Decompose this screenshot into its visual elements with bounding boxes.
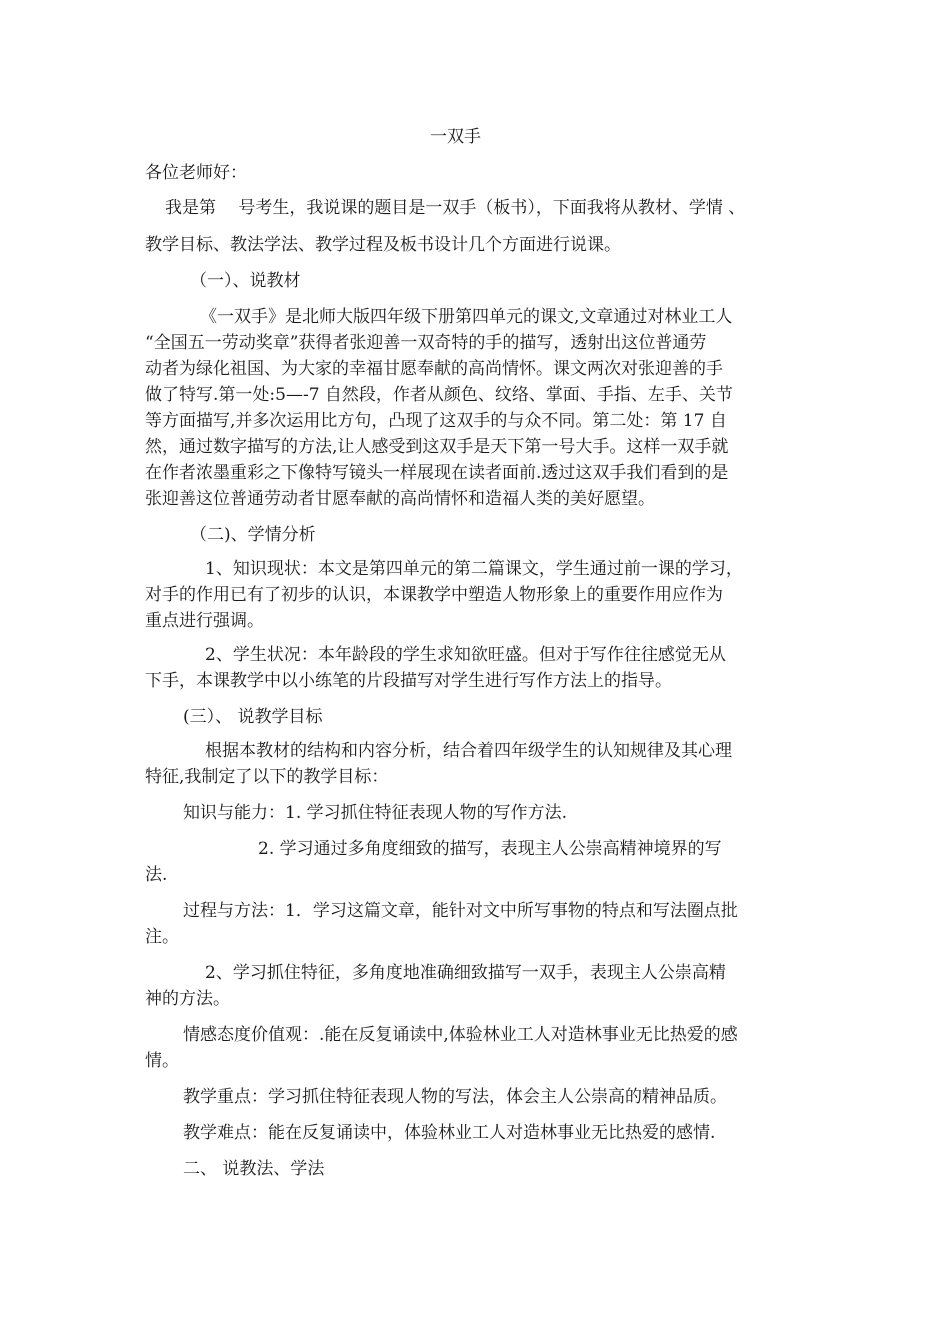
goals-intro-line: 根据本教材的结构和内容分析，结合着四年级学生的认知规律及其心理 xyxy=(205,741,732,761)
textbook-line: 《一双手》是北师大版四年级下册第四单元的课文,文章通过对林业工人 xyxy=(200,307,733,327)
student-analysis-line: 对手的作用已有了初步的认识，本课教学中塑造人物形象上的重要作用应作为 xyxy=(145,585,723,605)
textbook-line: 等方面描写,并多次运用比方句，凸现了这双手的与众不同。第二处：第 17 自 xyxy=(145,411,727,431)
goal-emotion-cont: 情。 xyxy=(145,1051,179,1071)
textbook-line: 在作者浓墨重彩之下像特写镜头一样展现在读者面前.透过这双手我们看到的是 xyxy=(145,463,729,483)
textbook-line: 然，通过数字描写的方法,让人感受到这双手是天下第一号大手。这样一双手就 xyxy=(145,437,729,457)
intro-line-2: 教学目标、教法学法、教学过程及板书设计几个方面进行说课。 xyxy=(145,235,621,255)
textbook-line: 做了特写.第一处:5—-7 自然段，作者从颜色、纹络、掌面、手指、左手、关节 xyxy=(145,385,733,405)
goal-knowledge-1: 知识与能力：1. 学习抓住特征表现人物的写作方法. xyxy=(183,803,568,823)
student-analysis-line: 1、知识现状：本文是第四单元的第二篇课文，学生通过前一课的学习， xyxy=(205,559,743,579)
textbook-line: 动者为绿化祖国、为大家的幸福甘愿奉献的高尚情怀。课文两次对张迎善的手 xyxy=(145,359,723,379)
goal-process-1-cont: 注。 xyxy=(145,927,179,947)
greeting: 各位老师好： xyxy=(145,163,247,183)
document-title: 一双手 xyxy=(430,127,481,147)
student-status-line: 2、学生状况：本年龄段的学生求知欲旺盛。但对于写作往往感觉无从 xyxy=(205,645,726,665)
section-heading-teaching-goals: (三）、 说教学目标 xyxy=(183,707,323,727)
intro-line-1: 我是第 号考生，我说课的题目是一双手（板书），下面我将从教材、学情 、 xyxy=(165,198,746,218)
section-heading-student-analysis: （二)、学情分析 xyxy=(190,525,316,545)
teaching-key-point: 教学重点：学习抓住特征表现人物的写法，体会主人公崇高的精神品质。 xyxy=(183,1087,727,1107)
textbook-line: “全国五一劳动奖章”获得者张迎善一双奇特的手的描写，透射出这位普通劳 xyxy=(145,333,707,353)
goal-knowledge-2-cont: 法. xyxy=(145,865,168,885)
goal-process-1: 过程与方法：1．学习这篇文章，能针对文中所写事物的特点和写法圈点批 xyxy=(183,901,738,921)
goal-process-2-cont: 神的方法。 xyxy=(145,989,230,1009)
goal-knowledge-2: 2. 学习通过多角度细致的描写，表现主人公崇高精神境界的写 xyxy=(258,839,722,859)
textbook-line: 张迎善这位普通劳动者甘愿奉献的高尚情怀和造福人类的美好愿望。 xyxy=(145,489,655,509)
teaching-difficulty: 教学难点：能在反复诵读中，体验林业工人对造林事业无比热爱的感情. xyxy=(183,1123,716,1143)
student-status-line: 下手，本课教学中以小练笔的片段描写对学生进行写作方法上的指导。 xyxy=(145,671,672,691)
student-analysis-line: 重点进行强调。 xyxy=(145,611,264,631)
goals-intro-line: 特征,我制定了以下的教学目标： xyxy=(145,767,389,787)
goal-process-2: 2、学习抓住特征，多角度地准确细致描写一双手，表现主人公崇高精 xyxy=(205,963,726,983)
goal-emotion: 情感态度价值观：.能在反复诵读中,体验林业工人对造林事业无比热爱的感 xyxy=(183,1025,738,1045)
section-heading-methods: 二、 说教法、学法 xyxy=(183,1159,325,1179)
section-heading-textbook: （一）、说教材 xyxy=(190,271,301,291)
